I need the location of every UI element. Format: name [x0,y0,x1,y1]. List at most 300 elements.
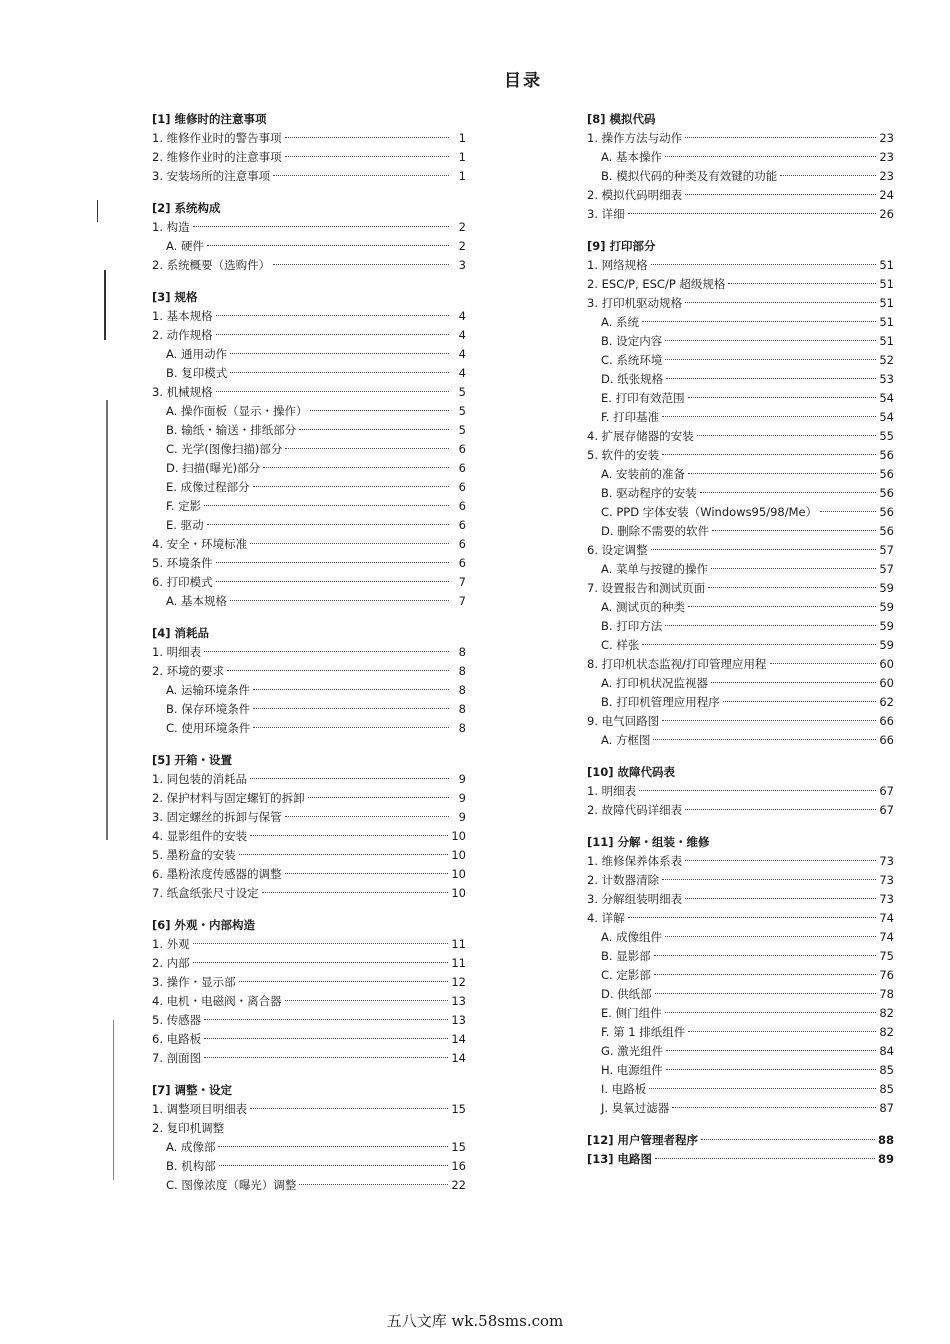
toc-entry [587,427,894,446]
dot-leader [685,137,876,138]
toc-entry [152,440,466,459]
toc-entry [587,522,894,541]
toc-entry-label: A. 操作面板（显示・操作） [166,404,308,418]
toc-entry-label: [12] 用户管理者程序 [587,1133,699,1147]
toc-entry [587,655,894,674]
toc-entry-label: 7. 纸盒纸张尺寸设定 [152,886,259,900]
toc-entry-label: D. 扫描(曝光)部分 [166,461,261,475]
toc-entry-label: F. 打印基准 [601,410,660,424]
toc-entry-label: 2. 模拟代码明细表 [587,188,683,202]
toc-page-number: 11 [451,937,466,951]
toc-page-number: 8 [458,645,466,659]
toc-entry [152,1138,466,1157]
dot-leader [697,435,877,436]
toc-page-number: 66 [879,733,894,747]
toc-page-number: 54 [879,410,894,424]
toc-entry [587,205,894,224]
toc-page-number: 76 [879,968,894,982]
toc-entry-label: 6. 电路板 [152,1032,202,1046]
dot-leader [820,511,876,512]
dot-leader [253,486,449,487]
scan-artifact [97,200,98,222]
section-heading: [4] 消耗品 [152,626,210,640]
toc-section [152,751,466,903]
toc-page-number: 6 [458,537,466,551]
dot-leader [273,175,449,176]
toc-entry [587,484,894,503]
toc-entry [587,712,894,731]
dot-leader [651,549,877,550]
toc-page-number: 5 [458,404,466,418]
toc-entry-label: B. 保存环境条件 [166,702,251,716]
dot-leader [262,892,449,893]
toc-entry [587,465,894,484]
toc-page-number: 6 [458,556,466,570]
toc-page-number: 73 [879,854,894,868]
toc-page-number: 78 [879,987,894,1001]
dot-leader [239,981,449,982]
section-heading: [5] 开箱・设置 [152,753,233,767]
toc-entry-label: 5. 环境条件 [152,556,213,570]
toc-page-number: 67 [879,803,894,817]
toc-entry [587,782,894,801]
dot-leader [285,448,449,449]
toc-entry [152,808,466,827]
toc-entry [152,954,466,973]
dot-leader [263,467,449,468]
toc-page-number: 56 [879,524,894,538]
toc-page-number: 8 [458,702,466,716]
dot-leader [299,429,449,430]
toc-page-number: 60 [879,676,894,690]
toc-page-number: 8 [458,664,466,678]
dot-leader [204,1057,448,1058]
section-heading: [3] 规格 [152,290,198,304]
toc-entry-label: B. 机构部 [166,1159,216,1173]
dot-leader [285,1000,449,1001]
dot-leader [665,340,876,341]
toc-entry-label: 1. 操作方法与动作 [587,131,683,145]
toc-entry [587,617,894,636]
dot-leader [654,974,877,975]
toc-page-number: 89 [877,1152,894,1166]
section-heading: [2] 系统构成 [152,201,221,215]
toc-entry [587,1061,894,1080]
toc-entry [152,167,466,186]
toc-page-number: 56 [879,505,894,519]
dot-leader [701,1139,875,1140]
toc-entry-label: 1. 外观 [152,937,190,951]
toc-entry [587,313,894,332]
toc-entry-label: C. 光学(图像扫描)部分 [166,442,283,456]
dot-leader [666,1050,876,1051]
toc-entry [587,909,894,928]
toc-entry [587,560,894,579]
toc-section [587,763,894,820]
section-heading: [9] 打印部分 [587,239,656,253]
toc-page-number: 73 [879,873,894,887]
toc-entry-label: 4. 详解 [587,911,625,925]
toc-entry [587,1150,894,1169]
toc-entry [587,351,894,370]
toc-entry-label: A. 成像组件 [601,930,662,944]
toc-page-number: 1 [458,150,466,164]
toc-left-column [152,110,466,1208]
dot-leader [665,625,876,626]
toc-entry [152,719,466,738]
dot-leader [665,1012,877,1013]
toc-entry-label: 8. 打印机状态监视/打印管理应用程 [587,657,767,671]
toc-entry-label: 6. 设定调整 [587,543,648,557]
toc-entry-label: 6. 墨粉浓度传感器的调整 [152,867,282,881]
toc-page-number: 8 [458,683,466,697]
dot-leader [230,600,449,601]
dot-leader [780,175,876,176]
toc-entry [152,681,466,700]
toc-page-number: 51 [879,296,894,310]
toc-entry [152,789,466,808]
toc-entry-label: 3. 操作・显示部 [152,975,236,989]
toc-entry-label: A. 通用动作 [166,347,227,361]
toc-page-number: 10 [451,886,466,900]
toc-page-number: 6 [458,442,466,456]
toc-page-number: 87 [879,1101,894,1115]
toc-section [152,916,466,1068]
toc-entry [152,497,466,516]
dot-leader [219,1165,449,1166]
toc-page-number: 51 [879,334,894,348]
toc-entry-label: 2. 动作规格 [152,328,213,342]
toc-entry [152,770,466,789]
dot-leader [654,955,877,956]
toc-page-number: 59 [879,638,894,652]
toc-entry-label: B. 显影部 [601,949,651,963]
toc-entry [587,1023,894,1042]
dot-leader [700,492,877,493]
toc-entry-label: 2. 内部 [152,956,190,970]
toc-page-number: 4 [458,347,466,361]
toc-entry-label: 1. 明细表 [587,784,637,798]
toc-page-number: 60 [879,657,894,671]
dot-leader [666,378,876,379]
toc-entry-label: A. 基本规格 [166,594,227,608]
dot-leader [193,226,449,227]
toc-page-number: 75 [879,949,894,963]
dot-leader [628,917,877,918]
toc-entry [152,935,466,954]
toc-page-number: 57 [879,543,894,557]
toc-page-number: 2 [458,239,466,253]
toc-entry-label: 2. 环境的要求 [152,664,225,678]
toc-entry [587,446,894,465]
dot-leader [253,708,449,709]
toc-entry [587,928,894,947]
toc-page-number: 4 [458,366,466,380]
toc-entry [152,478,466,497]
toc-entry-label: 3. 详细 [587,207,625,221]
dot-leader [655,1158,875,1159]
dot-leader [308,797,449,798]
toc-entry-label: 2. 系统概要（选购件） [152,258,271,272]
toc-entry-label: I. 电路板 [601,1082,647,1096]
toc-entry-label: C. 定影部 [601,968,651,982]
section-heading: [1] 维修时的注意事项 [152,112,267,126]
toc-page-number: 82 [879,1006,894,1020]
toc-entry-label: 3. 分解组装明细表 [587,892,683,906]
dot-leader [642,321,876,322]
toc-entry [152,1049,466,1068]
toc-entry-label: 4. 安全・环境标准 [152,537,248,551]
toc-entry [152,700,466,719]
dot-leader [653,739,876,740]
toc-entry [152,516,466,535]
dot-leader [685,860,876,861]
toc-page-number: 51 [879,277,894,291]
toc-entry [152,592,466,611]
toc-entry [152,846,466,865]
toc-page-number: 53 [879,372,894,386]
toc-page-number: 26 [879,207,894,221]
toc-page-number: 1 [458,169,466,183]
toc-entry [152,421,466,440]
toc-page-number: 12 [451,975,466,989]
toc-page-number: 5 [458,423,466,437]
toc-entry-label: 1. 调整项目明细表 [152,1102,248,1116]
toc-entry [152,1011,466,1030]
toc-entry-label: A. 打印机状况监视器 [601,676,708,690]
toc-entry-label: B. 模拟代码的种类及有效键的功能 [601,169,778,183]
toc-page-number: 10 [451,848,466,862]
toc-page-number: 73 [879,892,894,906]
toc-entry [152,1100,466,1119]
dot-leader [642,644,876,645]
toc-page-number: 10 [451,867,466,881]
dot-leader [285,137,449,138]
toc-entry [587,256,894,275]
toc-entry-label: C. 图像浓度（曝光）调整 [166,1178,297,1192]
toc-entry [587,294,894,313]
toc-entry-label: 2. 故障代码详细表 [587,803,683,817]
toc-page-number: 59 [879,600,894,614]
toc-entry-label: B. 打印方法 [601,619,663,633]
toc-section [152,199,466,275]
toc-page-number: 55 [879,429,894,443]
toc-entry-label: G. 激光组件 [601,1044,664,1058]
toc-page-number: 8 [458,721,466,735]
dot-leader [662,879,876,880]
toc-entry [152,402,466,421]
toc-page-number: 4 [458,328,466,342]
toc-entry-label: 2. 维修作业时的注意事项 [152,150,282,164]
toc-entry-label: C. PPD 字体安装（Windows95/98/Me） [601,505,818,519]
page-title: 目录 [504,71,542,91]
toc-entry [587,148,894,167]
toc-entry-label: B. 驱动程序的安装 [601,486,697,500]
dot-leader [639,790,876,791]
toc-section [152,1081,466,1195]
toc-entry-label: 1. 维修作业时的警告事项 [152,131,282,145]
dot-leader [665,156,876,157]
dot-leader [712,530,876,531]
scan-artifact [113,1020,114,1180]
toc-entry-label: 6. 打印模式 [152,575,213,589]
toc-entry [152,643,466,662]
dot-leader [250,1108,448,1109]
toc-entry [152,129,466,148]
toc-section [587,237,894,750]
dot-leader [285,873,449,874]
dot-leader [193,962,449,963]
scan-artifact [106,400,108,840]
toc-page-number: 1 [458,131,466,145]
toc-entry [587,693,894,712]
toc-entry-label: C. 样张 [601,638,640,652]
toc-entry-label: 1. 维修保养体系表 [587,854,683,868]
toc-entry [587,1131,894,1150]
toc-entry-label: 4. 显影组件的安装 [152,829,248,843]
toc-entry [587,129,894,148]
toc-page-number: 88 [877,1133,894,1147]
dot-leader [204,651,449,652]
toc-page-number: 57 [879,562,894,576]
toc-entry-label: F. 第 1 排纸组件 [601,1025,686,1039]
dot-leader [193,943,449,944]
dot-leader [655,993,877,994]
toc-entry [152,307,466,326]
toc-entry-label: 4. 电机・电磁阀・离合器 [152,994,282,1008]
dot-leader [665,936,876,937]
toc-entry [152,326,466,345]
dot-leader [688,1031,876,1032]
toc-page-number: 56 [879,486,894,500]
toc-page-number: 3 [458,258,466,272]
toc-entry [152,237,466,256]
toc-page-number: 59 [879,581,894,595]
toc-entry [152,1157,466,1176]
dot-leader [685,302,876,303]
toc-entry-label: A. 安装前的准备 [601,467,685,481]
scan-artifact [104,270,106,340]
toc-page-number: 24 [879,188,894,202]
toc-entry-label: E. 打印有效范围 [601,391,685,405]
dot-leader [672,1107,876,1108]
toc-page-number: 9 [458,772,466,786]
toc-entry [152,383,466,402]
toc-entry [587,167,894,186]
dot-leader [688,606,876,607]
toc-entry-label: B. 复印模式 [166,366,228,380]
toc-entry [587,1004,894,1023]
dot-leader [207,245,449,246]
toc-page-number: 6 [458,518,466,532]
toc-entry [587,966,894,985]
toc-page-number: 67 [879,784,894,798]
toc-entry [587,408,894,427]
dot-leader [239,854,449,855]
toc-page-number: 56 [879,467,894,481]
toc-entry-label: D. 删除不需要的软件 [601,524,710,538]
dot-leader [688,473,876,474]
toc-page-number: 74 [879,930,894,944]
section-heading: [6] 外观・内部构造 [152,918,256,932]
toc-page-number: 6 [458,461,466,475]
toc-page-number: 52 [879,353,894,367]
dot-leader [685,898,876,899]
toc-entry [587,1080,894,1099]
dot-leader [207,524,449,525]
toc-page-number: 22 [451,1178,466,1192]
toc-page-number: 13 [451,994,466,1008]
toc-entry [152,884,466,903]
toc-page-number: 6 [458,480,466,494]
dot-leader [204,1019,448,1020]
toc-entry-label: 2. 复印机调整 [152,1121,225,1135]
toc-entry [587,275,894,294]
toc-entry-label: 5. 墨粉盒的安装 [152,848,236,862]
toc-page-number: 56 [879,448,894,462]
toc-entry [152,256,466,275]
toc-entry [152,535,466,554]
section-heading: [7] 调整・设定 [152,1083,233,1097]
dot-leader [253,689,449,690]
section-heading: [8] 模拟代码 [587,112,656,126]
toc-section [152,110,466,186]
toc-entry [587,801,894,820]
toc-entry-label: 5. 传感器 [152,1013,202,1027]
toc-entry-label: 2. ESC/P, ESC/P 超级规格 [587,277,726,291]
toc-page-number: 51 [879,315,894,329]
toc-entry [152,992,466,1011]
dot-leader [685,809,876,810]
toc-entry [587,852,894,871]
toc-entry-label: 3. 机械规格 [152,385,213,399]
toc-entry-label: A. 运输环境条件 [166,683,250,697]
dot-leader [273,264,449,265]
dot-leader [688,397,877,398]
toc-page-number: 84 [879,1044,894,1058]
section-heading: [11] 分解・组装・维修 [587,835,710,849]
toc-entry-label: E. 成像过程部分 [166,480,250,494]
dot-leader [216,315,449,316]
toc-entry [587,503,894,522]
dot-leader [666,1069,877,1070]
toc-entry [152,459,466,478]
toc-entry-label: A. 成像部 [166,1140,216,1154]
dot-leader [662,416,876,417]
dot-leader [253,727,449,728]
toc-entry [587,947,894,966]
dot-leader [685,194,876,195]
dot-leader [250,543,449,544]
dot-leader [662,454,876,455]
dot-leader [728,283,876,284]
toc-entry [152,827,466,846]
dot-leader [204,1038,448,1039]
toc-entry [587,541,894,560]
toc-entry-label: B. 设定内容 [601,334,663,348]
toc-entry-label: 3. 安装场所的注意事项 [152,169,271,183]
dot-leader [628,213,877,214]
toc-right-column [587,110,894,1182]
toc-entry-label: 1. 网络规格 [587,258,648,272]
dot-leader [227,670,449,671]
toc-entry-label: C. 使用环境条件 [166,721,251,735]
toc-entry-label: 2. 保护材料与固定螺钉的拆卸 [152,791,305,805]
dot-leader [723,701,877,702]
toc-entry [152,662,466,681]
toc-entry [587,186,894,205]
dot-leader [299,1184,448,1185]
